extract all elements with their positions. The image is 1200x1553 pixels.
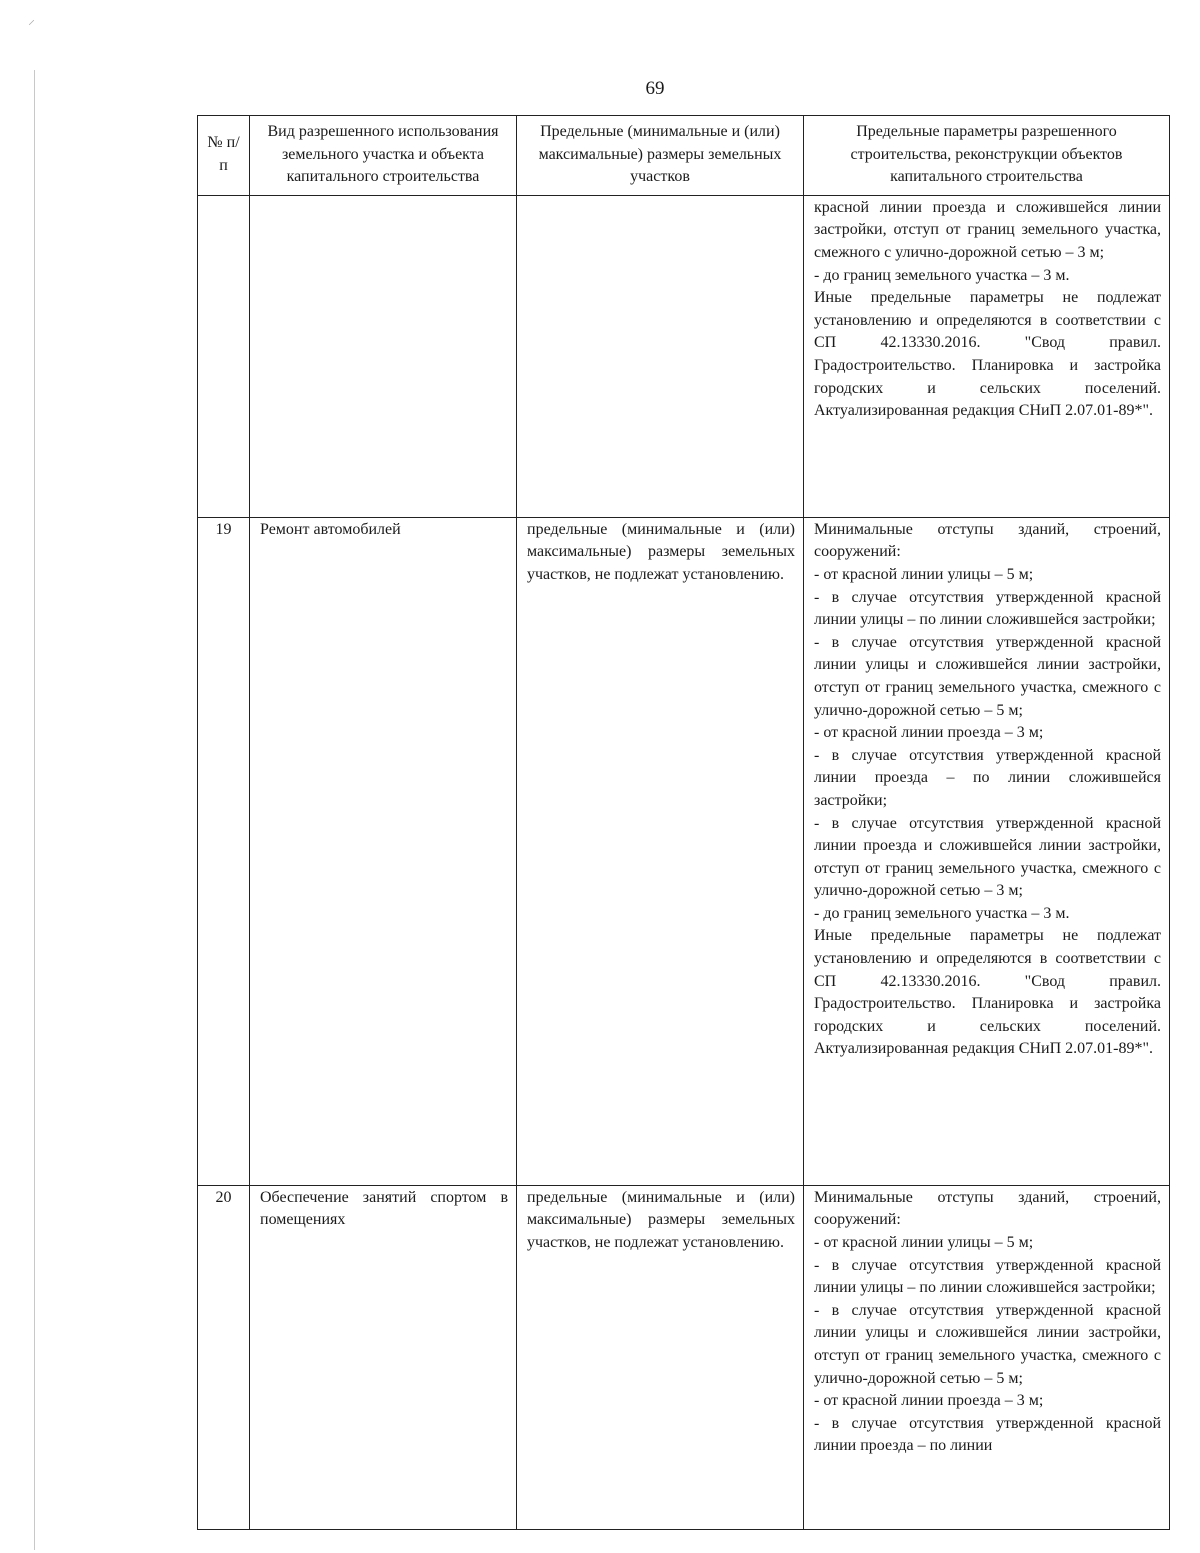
cell-plot-sizes: предельные (минимальные и (или) максимальные) размеры земельных участков, не подлежат установлению. <box>517 517 804 1185</box>
cell-number <box>198 195 250 517</box>
cell-build-params <box>804 1185 1170 1529</box>
param-line: Минимальные отступы зданий, строений, сооружений: <box>814 520 1161 561</box>
header-build-params: Предельные параметры разрешенного строительства, реконструкции объектов капитального строительства <box>804 116 1170 196</box>
table-row <box>198 1185 1170 1529</box>
param-line: - от красной линии улицы – 5 м; <box>814 565 1034 583</box>
param-line: - в случае отсутствия утвержденной красной линии улицы и сложившейся линии застройки, отступ от границ земельного участка, смежного с улично-дорожной сетью – 5 м; <box>814 633 1161 719</box>
param-line: - в случае отсутствия утвержденной красной линии проезда и сложившейся линии застройки, отступ от границ земельного участка, смежного с улично-дорожной сетью – 3 м; <box>814 814 1161 900</box>
cell-build-params <box>804 195 1170 517</box>
param-line: - в случае отсутствия утвержденной красной линии улицы и сложившейся линии застройки, отступ от границ земельного участка, смежного с улично-дорожной сетью – 5 м; <box>814 1301 1161 1387</box>
cell-plot-sizes <box>517 195 804 517</box>
cell-plot-sizes: предельные (минимальные и (или) максимальные) размеры земельных участков, не подлежат установлению. <box>517 1185 804 1529</box>
cell-number: 19 <box>198 517 250 1185</box>
scan-edge-line <box>34 70 35 1550</box>
param-line: Минимальные отступы зданий, строений, сооружений: <box>814 1188 1161 1229</box>
page-number: 69 <box>645 78 665 99</box>
regulations-table <box>197 115 1170 1530</box>
param-line: Иные предельные параметры не подлежат установлению и определяются в соответствии с СП 42.13330.2016. "Свод правил. Градостроительство. Планировка и застройка городских и сельских поселений. Актуализированная редакция СНиП 2.07.01-89*". <box>814 289 1161 420</box>
param-line: - в случае отсутствия утвержденной красной линии проезда – по линии сложившейся застройки; <box>814 746 1161 809</box>
param-line: - до границ земельного участка – 3 м. <box>814 904 1070 922</box>
param-line: - от красной линии улицы – 5 м; <box>814 1233 1034 1251</box>
param-line: - в случае отсутствия утвержденной красной линии проезда – по линии <box>814 1414 1161 1455</box>
cell-build-params <box>804 517 1170 1185</box>
param-line: красной линии проезда и сложившейся линии застройки, отступ от границ земельного участка, смежного с улично-дорожной сетью – 3 м; <box>814 198 1161 261</box>
param-line: - от красной линии проезда – 3 м; <box>814 724 1044 742</box>
header-use-type: Вид разрешенного использования земельного участка и объекта капитального строительства <box>250 116 517 196</box>
cell-use-type <box>250 195 517 517</box>
param-line: - в случае отсутствия утвержденной красной линии улицы – по линии сложившейся застройки; <box>814 1256 1161 1297</box>
param-line: Иные предельные параметры не подлежат установлению и определяются в соответствии с СП 42.13330.2016. "Свод правил. Градостроительство. Планировка и застройка городских и сельских поселений. Актуализированная редакция СНиП 2.07.01-89*". <box>814 927 1161 1058</box>
param-line: - в случае отсутствия утвержденной красной линии улицы – по линии сложившейся застройки; <box>814 588 1161 629</box>
table-row <box>198 517 1170 1185</box>
param-line: - от красной линии проезда – 3 м; <box>814 1392 1044 1410</box>
header-plot-sizes: Предельные (минимальные и (или) максимальные) размеры земельных участков <box>517 116 804 196</box>
scan-mark: ⸝ <box>28 13 35 28</box>
table-row-continuation <box>198 195 1170 517</box>
cell-use-type: Обеспечение занятий спортом в помещениях <box>250 1185 517 1529</box>
header-number: № п/п <box>198 116 250 196</box>
cell-number: 20 <box>198 1185 250 1529</box>
table-header-row <box>198 116 1170 196</box>
param-line: - до границ земельного участка – 3 м. <box>814 266 1070 284</box>
cell-use-type: Ремонт автомобилей <box>250 517 517 1185</box>
